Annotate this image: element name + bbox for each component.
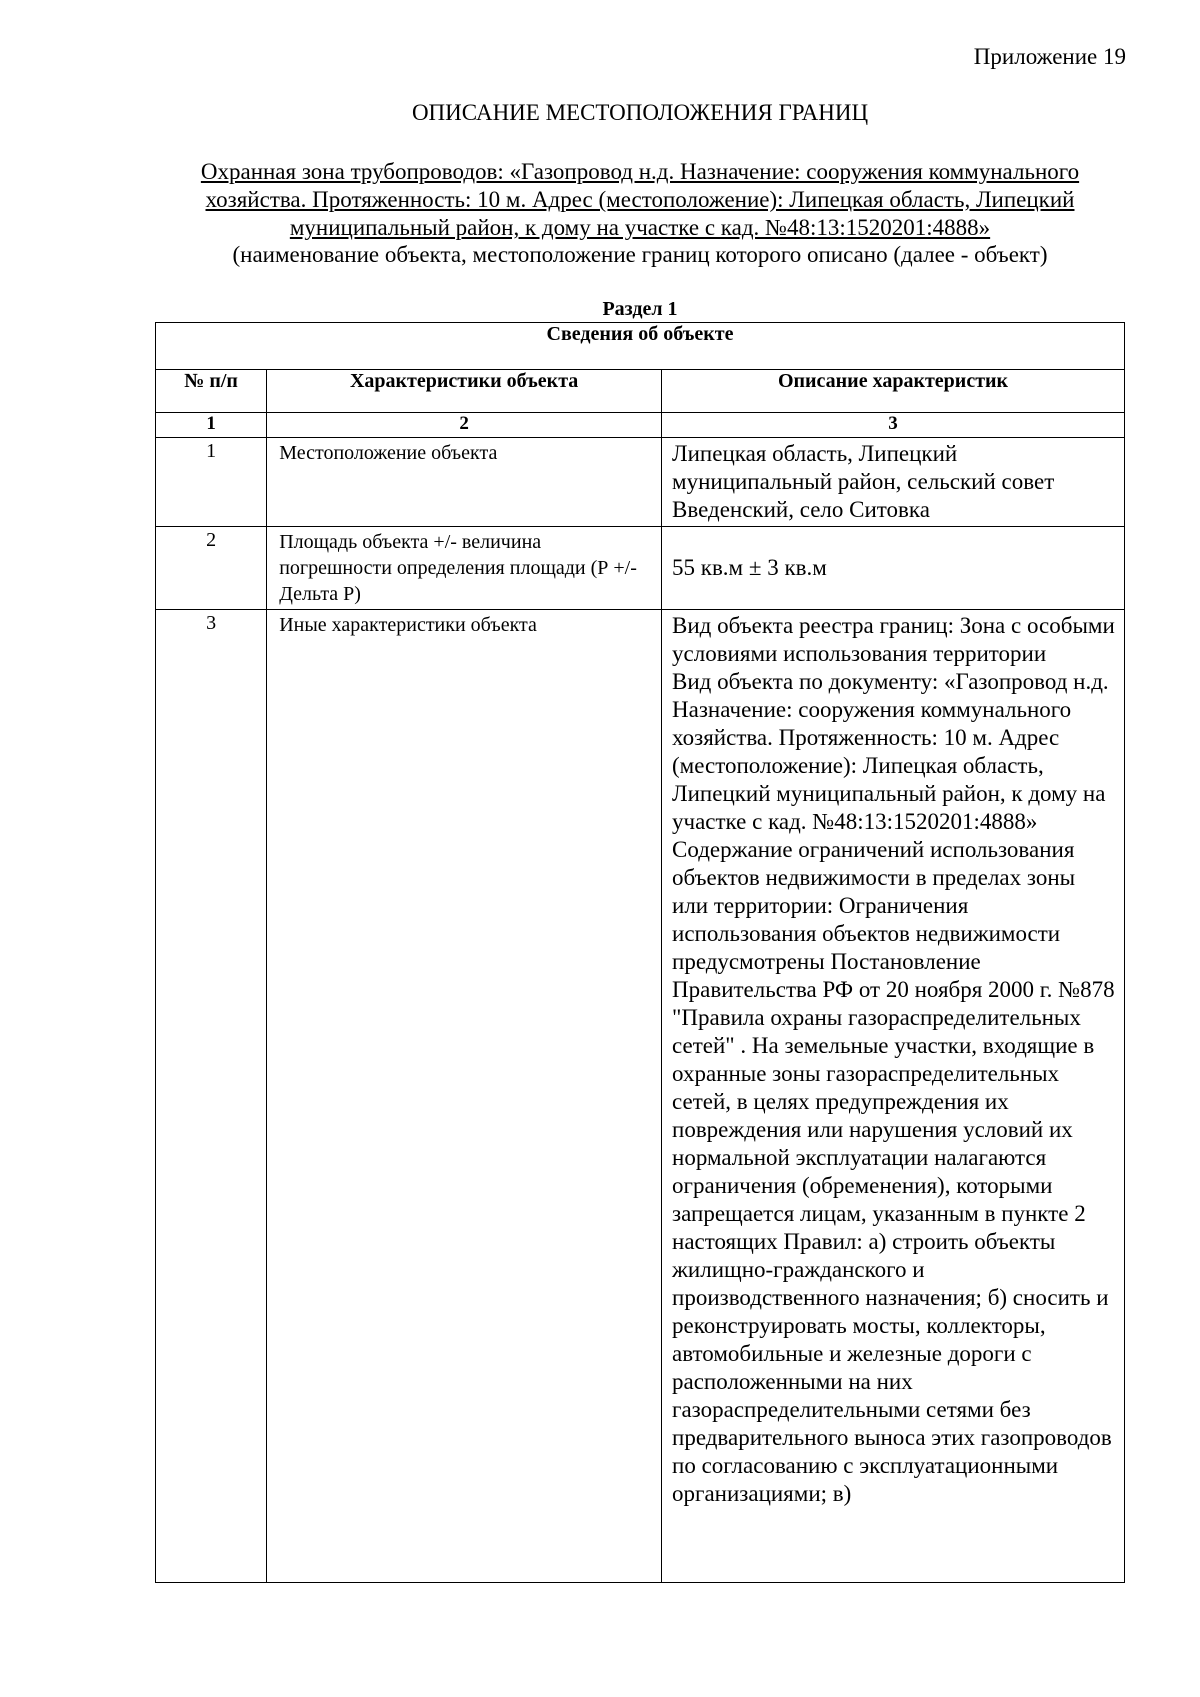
row-num: 3 — [156, 610, 267, 1583]
object-name — [160, 158, 1120, 242]
header-characteristic: Характеристики объекта — [267, 370, 662, 413]
header-description: Описание характеристик — [662, 370, 1125, 413]
column-number-3: 3 — [662, 413, 1125, 438]
object-name-line-1: Охранная зона трубопроводов: «Газопровод н.д. Назначение: сооружения коммунального — [200, 159, 1080, 184]
table-caption-row — [156, 323, 1125, 370]
table-row — [156, 527, 1125, 610]
table-row — [156, 438, 1125, 527]
column-number-2: 2 — [267, 413, 662, 438]
table-caption: Сведения об объекте — [156, 323, 1125, 370]
object-info-table — [155, 322, 1125, 1583]
table-row — [156, 610, 1125, 1583]
row-characteristic: Иные характеристики объекта — [267, 610, 662, 1583]
row-characteristic: Площадь объекта +/- величина погрешности определения площади (Р +/- Дельта Р) — [267, 527, 662, 610]
column-number-row — [156, 413, 1125, 438]
document-title: ОПИСАНИЕ МЕСТОПОЛОЖЕНИЯ ГРАНИЦ — [411, 100, 869, 125]
description-paragraph: Содержание ограничений использования объектов недвижимости в пределах зоны или территории: Ограничения использования объектов недвижимости предусмотрены Постановление Правительства РФ от 20 ноября 2000 г. №878 "Правила охраны газораспределительных сетей" . На земельные участки, входящие в охранные зоны газораспределительных сетей, в целях предупреждения их повреждения или нарушения условий их нормальной эксплуатации налагаются ограничения (обременения), которыми запрещается лицам, указанным в пункте 2 настоящих Правил: а) строить объекты жилищно-гражданского и производственного назначения; б) сносить и реконструировать мосты, коллекторы, автомобильные и железные дороги с расположенными на них газораспределительными сетями без предварительного выноса этих газопроводов по согласованию с эксплуатационными организациями; в) — [672, 837, 1115, 1506]
section-title: Раздел 1 — [602, 298, 678, 320]
row-num: 2 — [156, 527, 267, 610]
description-paragraph: Вид объекта по документу: «Газопровод н.д. Назначение: сооружения коммунального хозяйства. Протяженность: 10 м. Адрес (местоположение): Липецкая область, Липецкий муниципальный район, к дому на участке с кад. №48:13:1520201:4888» — [672, 669, 1109, 834]
row-description — [662, 610, 1125, 1583]
table-header-row — [156, 370, 1125, 413]
object-name-line-2: хозяйства. Протяженность: 10 м. Адрес (местоположение): Липецкая область, Липецкий — [205, 187, 1075, 212]
row-description: Липецкая область, Липецкий муниципальный район, сельский совет Введенский, село Ситовка — [662, 438, 1125, 527]
object-name-line-3: муниципальный район, к дому на участке с кад. №48:13:1520201:4888» — [289, 215, 991, 240]
row-characteristic: Местоположение объекта — [267, 438, 662, 527]
description-paragraph: Вид объекта реестра границ: Зона с особыми условиями использования территории — [672, 613, 1115, 666]
header-num: № п/п — [156, 370, 267, 413]
column-number-1: 1 — [156, 413, 267, 438]
appendix-label: Приложение 19 — [973, 44, 1126, 69]
object-caption: (наименование объекта, местоположение границ которого описано (далее - объект) — [232, 242, 1048, 267]
row-num: 1 — [156, 438, 267, 527]
row-description: 55 кв.м ± 3 кв.м — [662, 527, 1125, 610]
